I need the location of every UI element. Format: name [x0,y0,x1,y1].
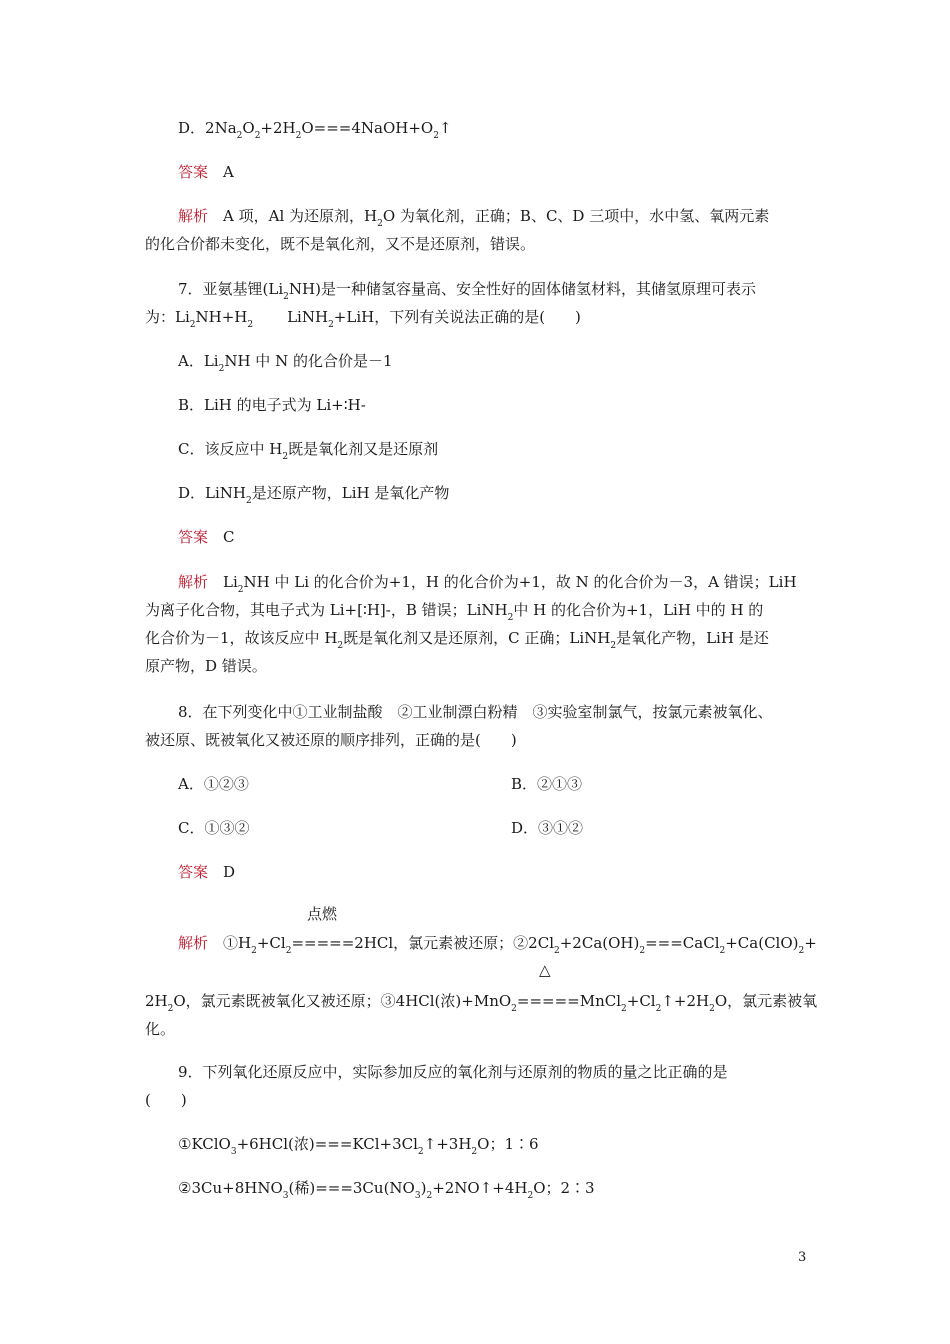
q8-option-c: C．①③② [178,819,250,837]
q9-stem-line-1: 9．下列氧化还原反应中，实际参加反应的氧化剂与还原剂的物质的量之比正确的是 [178,1063,728,1081]
q7-option-b: B．LiH 的电子式为 Li+∶H- [178,396,366,414]
q8-option-a: A．①②③ [178,775,249,793]
q7-stem-line-2: 为：$Li_2NH+H_2$ LiNH$_2$+LiH，下列有关说法正确的是( ) [145,308,581,330]
q7-analysis-line-3: 化合价为－1，故该反应中 $H_2$既是氧化剂又是还原剂，C 正确；LiNH$_2$是氧化产物，LiH 是还 [145,629,769,651]
q9-reaction-2: $②3Cu+8HNO_3$(稀)$===3Cu(NO_3)_2+2NO↑+4H_2O$；2∶3 [178,1179,595,1201]
q8-option-d: D．③①② [511,819,584,837]
q8-stem-line-1: 8．在下列变化中①工业制盐酸 ②工业制漂白粉精 ③实验室制氯气，按氯元素被氧化、 [178,703,773,721]
q8-analysis-line-2: $2H_2O$，氯元素既被氧化又被还原；③4HCl(浓)$+MnO_2=====MnCl_2+Cl_2↑+2H_2O$，氯元素被氧 [145,992,818,1014]
analysis-label: 解析 [178,934,209,952]
reaction-condition-heat: △ [539,961,551,979]
q7-analysis-line-2: 为离子化合物，其电子式为 Li+[∶H]-，B 错误；LiNH$_2$中 H 的化合价为+1，LiH 中的 H 的 [145,601,764,623]
q9-reaction-1: ①KClO$_3$+6HCl(浓)$===KCl+3Cl_2↑+3H_2O$；1∶6 [178,1135,539,1157]
q8-analysis-line-1: 解析 $①H_2+Cl_2=====2HCl$，氯元素被还原；$②2Cl_2+2Ca(OH)_2===CaCl_2+Ca(ClO)_2+$ [178,934,817,956]
q7-stem-line-1: 7．亚氨基锂$(Li_2NH)$是一种储氢容量高、安全性好的固体储氢材料，其储氢原理可表示 [178,280,756,302]
q6-analysis-line-2: 的化合价都未变化，既不是氧化剂，又不是还原剂，错误。 [145,235,536,253]
page-number: 3 [798,1250,807,1265]
q8-answer: 答案 D [178,863,236,881]
reaction-condition-ignite: 点燃 [307,905,338,923]
q8-stem-line-2: 被还原、既被氧化又被还原的顺序排列，正确的是( ) [145,731,517,749]
answer-label: 答案 [178,863,209,881]
q7-option-c: C．该反应中 $H_2$既是氧化剂又是还原剂 [178,440,439,462]
q6-analysis-line-1: 解析 A 项，Al 为还原剂，$H_2O$ 为氧化剂，正确；B、C、D 三项中，水中氢、氧两元素 [178,207,770,229]
analysis-label: 解析 [178,573,209,591]
q9-stem-line-2: ( ) [145,1091,187,1109]
q7-option-a: A．$Li_2NH$ 中 N 的化合价是－1 [178,352,393,374]
q7-answer: 答案 C [178,528,235,546]
q7-option-d: D．LiNH$_2$是还原产物，LiH 是氧化产物 [178,484,450,506]
q7-analysis-line-1: 解析 $Li_2NH$ 中 Li 的化合价为+1，H 的化合价为+1，故 N 的化合价为－3，A 错误；LiH [178,573,797,595]
q7-analysis-line-4: 原产物，D 错误。 [145,657,267,675]
analysis-label: 解析 [178,207,209,225]
answer-label: 答案 [178,528,209,546]
q8-analysis-line-3: 化。 [145,1020,176,1038]
q8-option-b: B．②①③ [511,775,583,793]
q6-option-d: D．$2Na_2O_2+2H_2O===4NaOH+O_2↑$ [178,119,452,141]
answer-label: 答案 [178,163,209,181]
q6-answer: 答案 A [178,163,234,181]
